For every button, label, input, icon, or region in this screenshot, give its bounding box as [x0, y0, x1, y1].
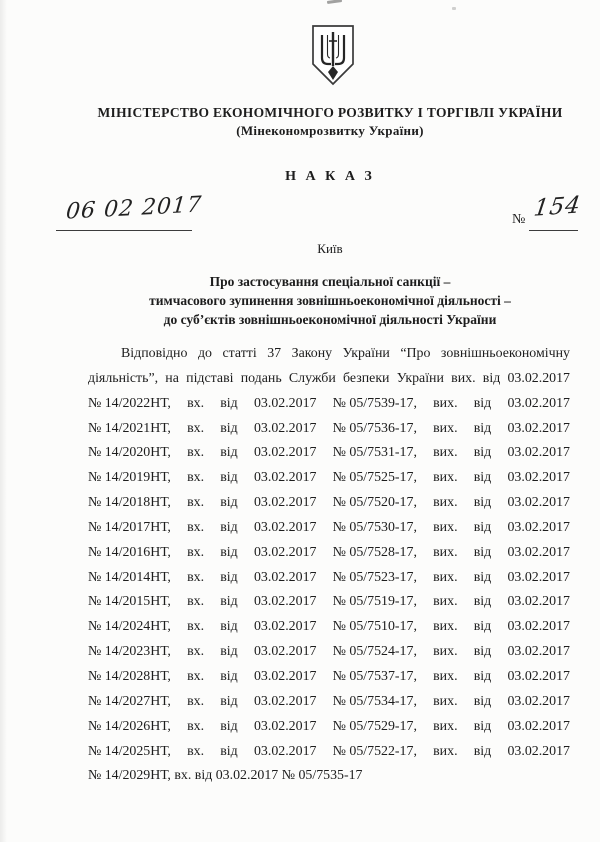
from-label: від: [220, 718, 238, 734]
incoming-label: вх.: [187, 544, 205, 560]
incoming-number: № 14/2017НТ,: [88, 519, 171, 535]
outgoing-date: 03.02.2017: [507, 420, 570, 436]
subject-line: тимчасового зупинення зовнішньоекономічної діяльності –: [149, 293, 511, 308]
incoming-number: № 14/2022НТ,: [88, 395, 171, 411]
outgoing-date: 03.02.2017: [507, 470, 570, 486]
incoming-number: № 14/2023НТ,: [88, 644, 171, 660]
incoming-number: № 14/2028НТ,: [88, 668, 171, 684]
outgoing-number: № 05/7531-17,: [332, 445, 417, 461]
outgoing-label: вих.: [433, 395, 458, 411]
from-label: від: [473, 495, 492, 511]
from-label: від: [473, 395, 492, 411]
from-label: від: [220, 470, 238, 486]
intro-line: діяльність”, на підставі подань Служби безпеки України вих. від 03.02.2017: [88, 370, 570, 386]
ukraine-trident-emblem-icon: [306, 24, 360, 88]
from-label: від: [220, 420, 238, 436]
submission-row: [88, 715, 570, 740]
incoming-label: вх.: [187, 718, 205, 734]
submission-row: [88, 541, 570, 566]
from-label: від: [220, 495, 238, 511]
intro-line: Відповідно до статті 37 Закону України “Про зовнішньоекономічну: [121, 346, 570, 361]
incoming-date: 03.02.2017: [253, 470, 317, 486]
incoming-number: № 14/2015НТ,: [88, 594, 171, 610]
incoming-number: № 14/2021НТ,: [88, 420, 171, 436]
outgoing-number: № 05/7529-17,: [332, 718, 417, 734]
incoming-number: № 14/2027НТ,: [88, 693, 171, 709]
from-label: від: [473, 743, 492, 759]
submission-row: [88, 466, 570, 491]
outgoing-date: 03.02.2017: [507, 644, 570, 660]
from-label: від: [220, 395, 238, 411]
outgoing-date: 03.02.2017: [507, 668, 570, 684]
incoming-date: 03.02.2017: [253, 718, 317, 734]
outgoing-number: № 05/7524-17,: [332, 644, 417, 660]
outgoing-label: вих.: [433, 544, 458, 560]
from-label: від: [473, 420, 492, 436]
incoming-number: № 14/2025НТ,: [88, 743, 171, 759]
from-label: від: [473, 594, 492, 610]
submission-row: [88, 740, 570, 765]
incoming-date: 03.02.2017: [253, 544, 317, 560]
handwritten-order-date: 06 02 2017: [64, 192, 203, 225]
date-fill-line: [56, 230, 192, 231]
incoming-number: № 14/2026НТ,: [88, 718, 171, 734]
incoming-label: вх.: [187, 668, 205, 684]
ministry-name: МІНІСТЕРСТВО ЕКОНОМІЧНОГО РОЗВИТКУ І ТОРГІВЛІ УКРАЇНИ: [97, 105, 563, 120]
from-label: від: [473, 644, 492, 660]
from-label: від: [220, 668, 238, 684]
incoming-number: № 14/2020НТ,: [88, 445, 171, 461]
outgoing-label: вих.: [433, 420, 458, 436]
submissions-list: [88, 392, 570, 765]
incoming-date: 03.02.2017: [253, 743, 317, 759]
order-body: [88, 342, 570, 789]
incoming-label: вх.: [187, 420, 205, 436]
outgoing-date: 03.02.2017: [507, 693, 570, 709]
scan-edge-shade: [0, 0, 7, 842]
outgoing-date: 03.02.2017: [507, 718, 570, 734]
outgoing-label: вих.: [433, 594, 458, 610]
outgoing-date: 03.02.2017: [507, 519, 570, 535]
outgoing-label: вих.: [433, 668, 458, 684]
outgoing-number: № 05/7528-17,: [332, 544, 417, 560]
outgoing-label: вих.: [433, 569, 458, 585]
from-label: від: [220, 644, 238, 660]
submission-row: [88, 615, 570, 640]
outgoing-number: № 05/7530-17,: [332, 519, 417, 535]
scan-artifact: [327, 0, 342, 4]
from-label: від: [220, 693, 238, 709]
incoming-label: вх.: [187, 594, 205, 610]
outgoing-label: вих.: [433, 619, 458, 635]
incoming-date: 03.02.2017: [253, 644, 317, 660]
incoming-date: 03.02.2017: [253, 420, 317, 436]
order-word: Н А К А З: [285, 169, 375, 184]
incoming-number: № 14/2024НТ,: [88, 619, 171, 635]
city-label: Київ: [317, 241, 343, 256]
outgoing-number: № 05/7536-17,: [332, 420, 417, 436]
order-number-sign: №: [512, 212, 526, 227]
submission-row: [88, 392, 570, 417]
incoming-date: 03.02.2017: [253, 668, 317, 684]
outgoing-number: № 05/7522-17,: [332, 743, 417, 759]
from-label: від: [473, 519, 492, 535]
incoming-date: 03.02.2017: [253, 569, 317, 585]
submission-row: [88, 640, 570, 665]
from-label: від: [473, 569, 492, 585]
from-label: від: [473, 470, 492, 486]
outgoing-date: 03.02.2017: [507, 445, 570, 461]
submission-row: [88, 566, 570, 591]
outgoing-number: № 05/7523-17,: [332, 569, 417, 585]
outgoing-label: вих.: [433, 743, 458, 759]
incoming-number: № 14/2019НТ,: [88, 470, 171, 486]
outgoing-number: № 05/7519-17,: [332, 594, 417, 610]
incoming-label: вх.: [187, 644, 205, 660]
ministry-short-name: (Мінекономрозвитку України): [236, 123, 424, 138]
submission-row: [88, 665, 570, 690]
from-label: від: [473, 668, 492, 684]
incoming-label: вх.: [187, 445, 205, 461]
outgoing-label: вих.: [433, 470, 458, 486]
incoming-label: вх.: [187, 470, 205, 486]
ministry-header: [58, 104, 600, 140]
incoming-date: 03.02.2017: [253, 395, 317, 411]
submission-row: [88, 441, 570, 466]
from-label: від: [473, 693, 492, 709]
incoming-date: 03.02.2017: [253, 495, 317, 511]
outgoing-date: 03.02.2017: [507, 395, 570, 411]
submission-final-row: № 14/2029НТ, вх. від 03.02.2017 № 05/7535-17: [88, 768, 363, 784]
outgoing-label: вих.: [433, 693, 458, 709]
outgoing-label: вих.: [433, 718, 458, 734]
incoming-label: вх.: [187, 495, 205, 511]
from-label: від: [220, 519, 238, 535]
outgoing-number: № 05/7534-17,: [332, 693, 417, 709]
submission-row: [88, 417, 570, 442]
outgoing-label: вих.: [433, 495, 458, 511]
from-label: від: [473, 445, 492, 461]
from-label: від: [220, 619, 238, 635]
from-label: від: [473, 718, 492, 734]
incoming-label: вх.: [187, 395, 205, 411]
scan-artifact: [452, 7, 456, 10]
subject-line: до суб’єктів зовнішньоекономічної діяльності України: [163, 312, 497, 327]
subject-line: Про застосування спеціальної санкції –: [209, 274, 451, 289]
from-label: від: [220, 743, 238, 759]
submission-row: [88, 590, 570, 615]
incoming-label: вх.: [187, 619, 205, 635]
incoming-date: 03.02.2017: [253, 445, 317, 461]
incoming-date: 03.02.2017: [253, 619, 317, 635]
from-label: від: [220, 594, 238, 610]
outgoing-label: вих.: [433, 519, 458, 535]
submission-row: [88, 690, 570, 715]
from-label: від: [220, 445, 238, 461]
order-subject: [58, 272, 600, 329]
outgoing-number: № 05/7525-17,: [332, 470, 417, 486]
incoming-label: вх.: [187, 693, 205, 709]
incoming-date: 03.02.2017: [253, 693, 317, 709]
submission-row: [88, 491, 570, 516]
handwritten-order-number: 154: [532, 192, 583, 222]
outgoing-date: 03.02.2017: [507, 743, 570, 759]
from-label: від: [220, 544, 238, 560]
incoming-label: вх.: [187, 519, 205, 535]
from-label: від: [473, 619, 492, 635]
submission-row: [88, 516, 570, 541]
outgoing-label: вих.: [433, 644, 458, 660]
number-fill-line: [529, 230, 578, 231]
incoming-date: 03.02.2017: [253, 519, 317, 535]
incoming-number: № 14/2018НТ,: [88, 495, 171, 511]
from-label: від: [220, 569, 238, 585]
outgoing-date: 03.02.2017: [507, 569, 570, 585]
outgoing-date: 03.02.2017: [507, 594, 570, 610]
from-label: від: [473, 544, 492, 560]
outgoing-date: 03.02.2017: [507, 495, 570, 511]
incoming-date: 03.02.2017: [253, 594, 317, 610]
outgoing-number: № 05/7520-17,: [332, 495, 417, 511]
outgoing-number: № 05/7537-17,: [332, 668, 417, 684]
outgoing-label: вих.: [433, 445, 458, 461]
outgoing-number: № 05/7539-17,: [332, 395, 417, 411]
outgoing-number: № 05/7510-17,: [332, 619, 417, 635]
incoming-label: вх.: [187, 743, 205, 759]
incoming-number: № 14/2016НТ,: [88, 544, 171, 560]
incoming-label: вх.: [187, 569, 205, 585]
outgoing-date: 03.02.2017: [507, 619, 570, 635]
incoming-number: № 14/2014НТ,: [88, 569, 171, 585]
outgoing-date: 03.02.2017: [507, 544, 570, 560]
